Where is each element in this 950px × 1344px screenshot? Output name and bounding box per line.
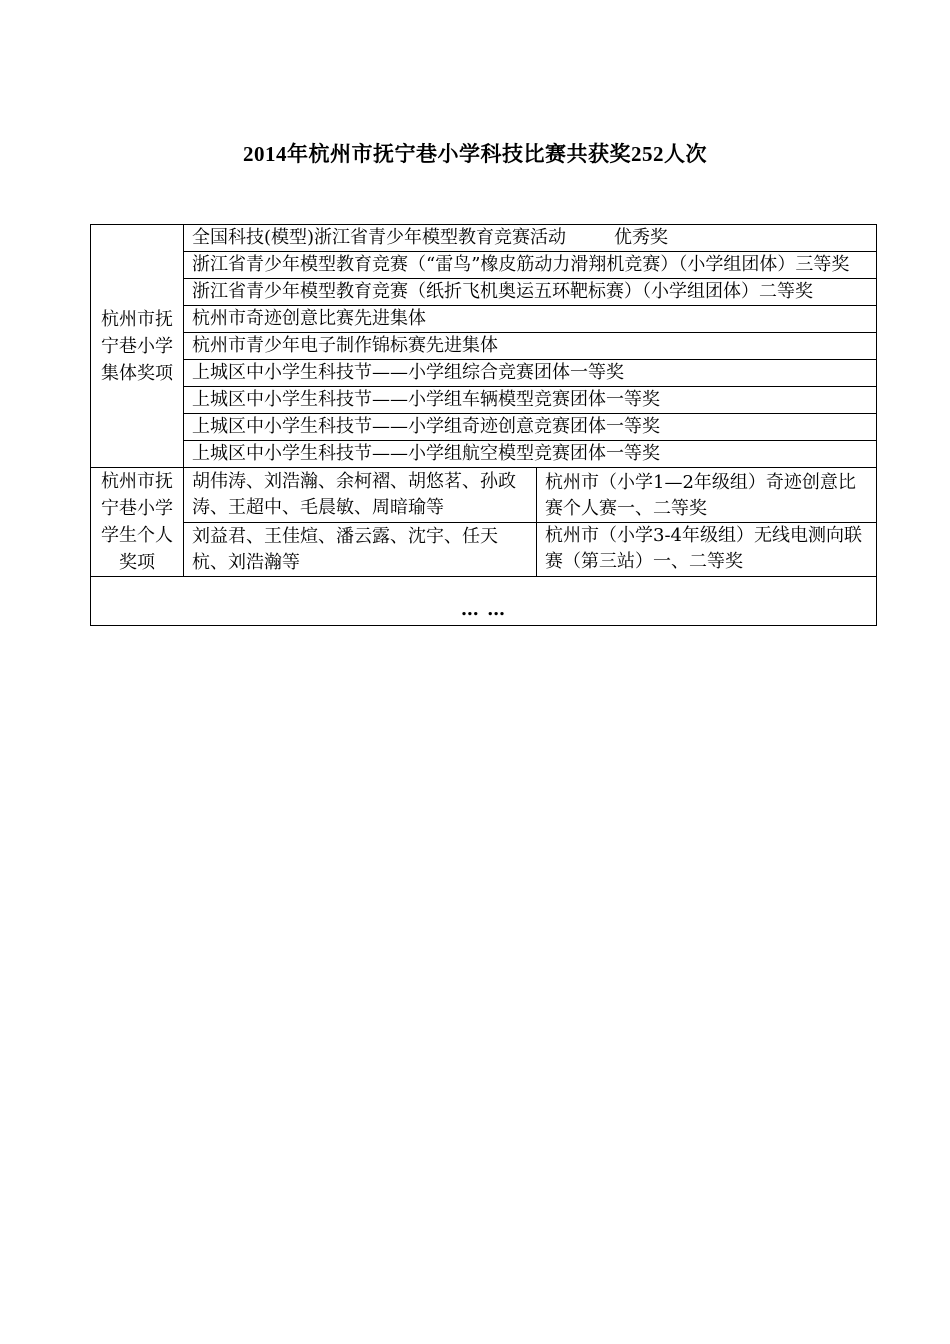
collective-award-item: 浙江省青少年模型教育竞赛（纸折飞机奥运五环靶标赛）（小学组团体）二等奖 (184, 279, 877, 306)
student-names-cell: 刘益君、王佳煊、潘云露、沈宇、任天杭、刘浩瀚等 (184, 522, 537, 577)
collective-category-cell: 杭州市抚宁巷小学集体奖项 (91, 225, 184, 468)
collective-award-item: 杭州市奇迹创意比赛先进集体 (184, 306, 877, 333)
table-row (91, 577, 877, 626)
awards-table (90, 224, 877, 626)
collective-award-item: 浙江省青少年模型教育竞赛（“雷鸟”橡皮筋动力滑翔机竞赛）（小学组团体）三等奖 (184, 252, 877, 279)
individual-category-cell: 杭州市抚宁巷小学学生个人奖项 (91, 468, 184, 577)
collective-award-item (184, 225, 877, 252)
collective-award-item: 上城区中小学生科技节——小学组综合竞赛团体一等奖 (184, 360, 877, 387)
award-level: 优秀奖 (614, 227, 669, 248)
individual-award-cell: 杭州市（小学3-4年级组）无线电测向联赛（第三站）一、二等奖 (537, 522, 877, 577)
more-ellipsis: … … (91, 577, 877, 626)
table-row (91, 414, 877, 441)
collective-award-item: 上城区中小学生科技节——小学组奇迹创意竞赛团体一等奖 (184, 414, 877, 441)
award-text: 全国科技(模型)浙江省青少年模型教育竞赛活动 (192, 227, 567, 248)
collective-award-item: 杭州市青少年电子制作锦标赛先进集体 (184, 333, 877, 360)
table-row (91, 387, 877, 414)
table-row (91, 306, 877, 333)
page-title: 2014年杭州市抚宁巷小学科技比赛共获奖252人次 (243, 142, 707, 166)
table-row (91, 522, 877, 577)
individual-award-cell: 杭州市（小学1—2年级组）奇迹创意比赛个人赛一、二等奖 (537, 468, 877, 523)
table-row (91, 252, 877, 279)
table-row (91, 279, 877, 306)
student-names-cell: 胡伟涛、刘浩瀚、余柯褶、胡悠茗、孙政涛、王超中、毛晨敏、周暗瑜等 (184, 468, 537, 523)
table-row (91, 225, 877, 252)
table-row (91, 360, 877, 387)
table-row (91, 333, 877, 360)
table-row (91, 468, 877, 523)
collective-award-item: 上城区中小学生科技节——小学组车辆模型竞赛团体一等奖 (184, 387, 877, 414)
collective-award-item: 上城区中小学生科技节——小学组航空模型竞赛团体一等奖 (184, 441, 877, 468)
table-row (91, 441, 877, 468)
